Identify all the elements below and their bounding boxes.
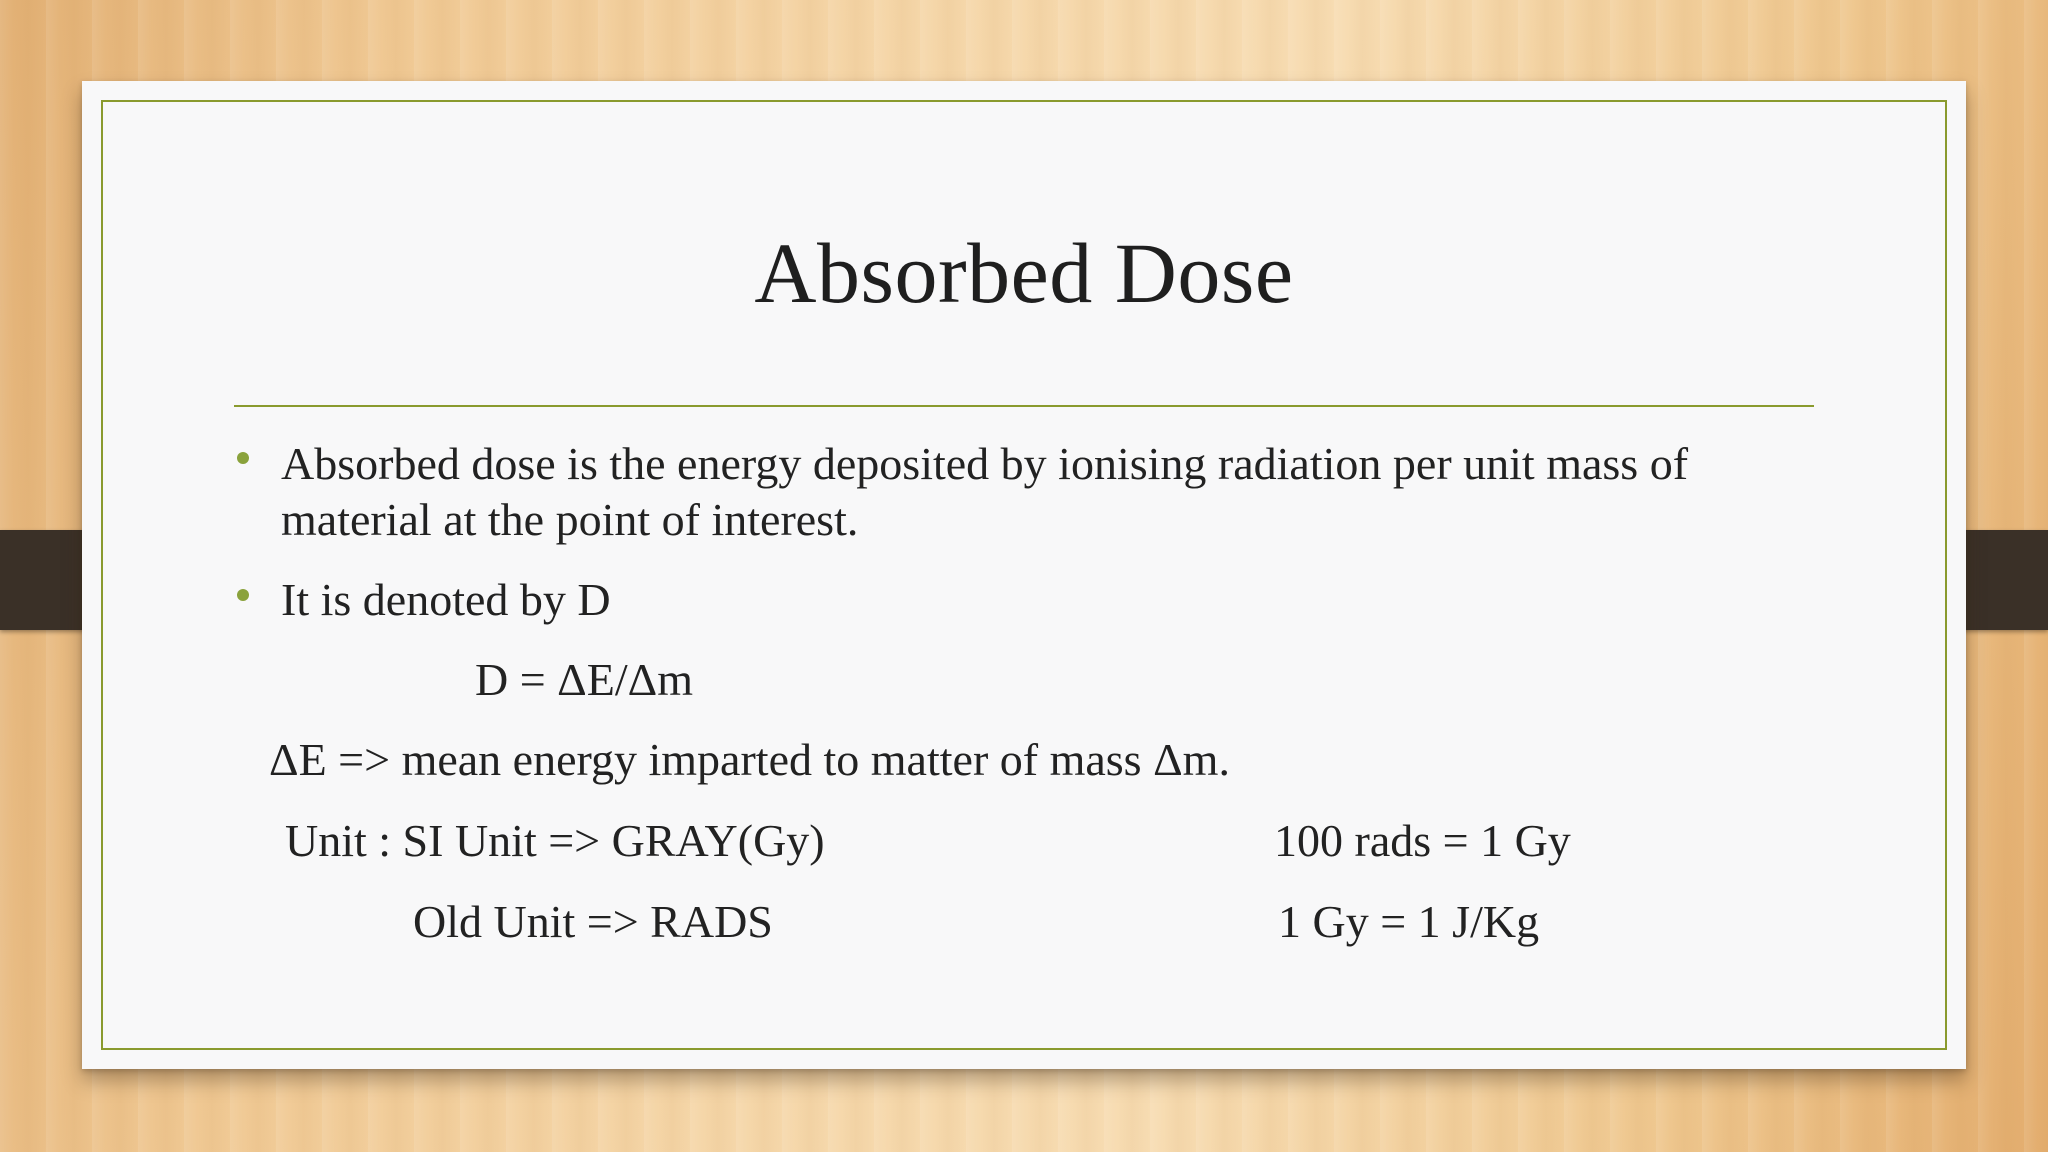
old-unit-label: Old Unit => RADS [413,896,773,947]
bullet-marker [237,452,249,464]
bullet-marker [237,589,249,601]
dose-formula: D = ΔE/Δm [475,654,693,705]
conversion-rads-gy: 100 rads = 1 Gy [1274,815,1571,866]
conversion-gy-jkg: 1 Gy = 1 J/Kg [1278,896,1540,947]
delta-e-definition: ΔE => mean energy imparted to matter of mass Δm. [269,734,1230,785]
title-divider [234,405,1814,407]
slide-title: Absorbed Dose [754,225,1294,321]
bullet-2-line-1: It is denoted by D [281,574,611,625]
slide-card [82,81,1966,1069]
bullet-1-line-1: Absorbed dose is the energy deposited by ionising radiation per unit mass of [281,438,1689,489]
si-unit-label: Unit : SI Unit => GRAY(Gy) [285,815,825,866]
bullet-1-line-2: material at the point of interest. [281,494,859,545]
